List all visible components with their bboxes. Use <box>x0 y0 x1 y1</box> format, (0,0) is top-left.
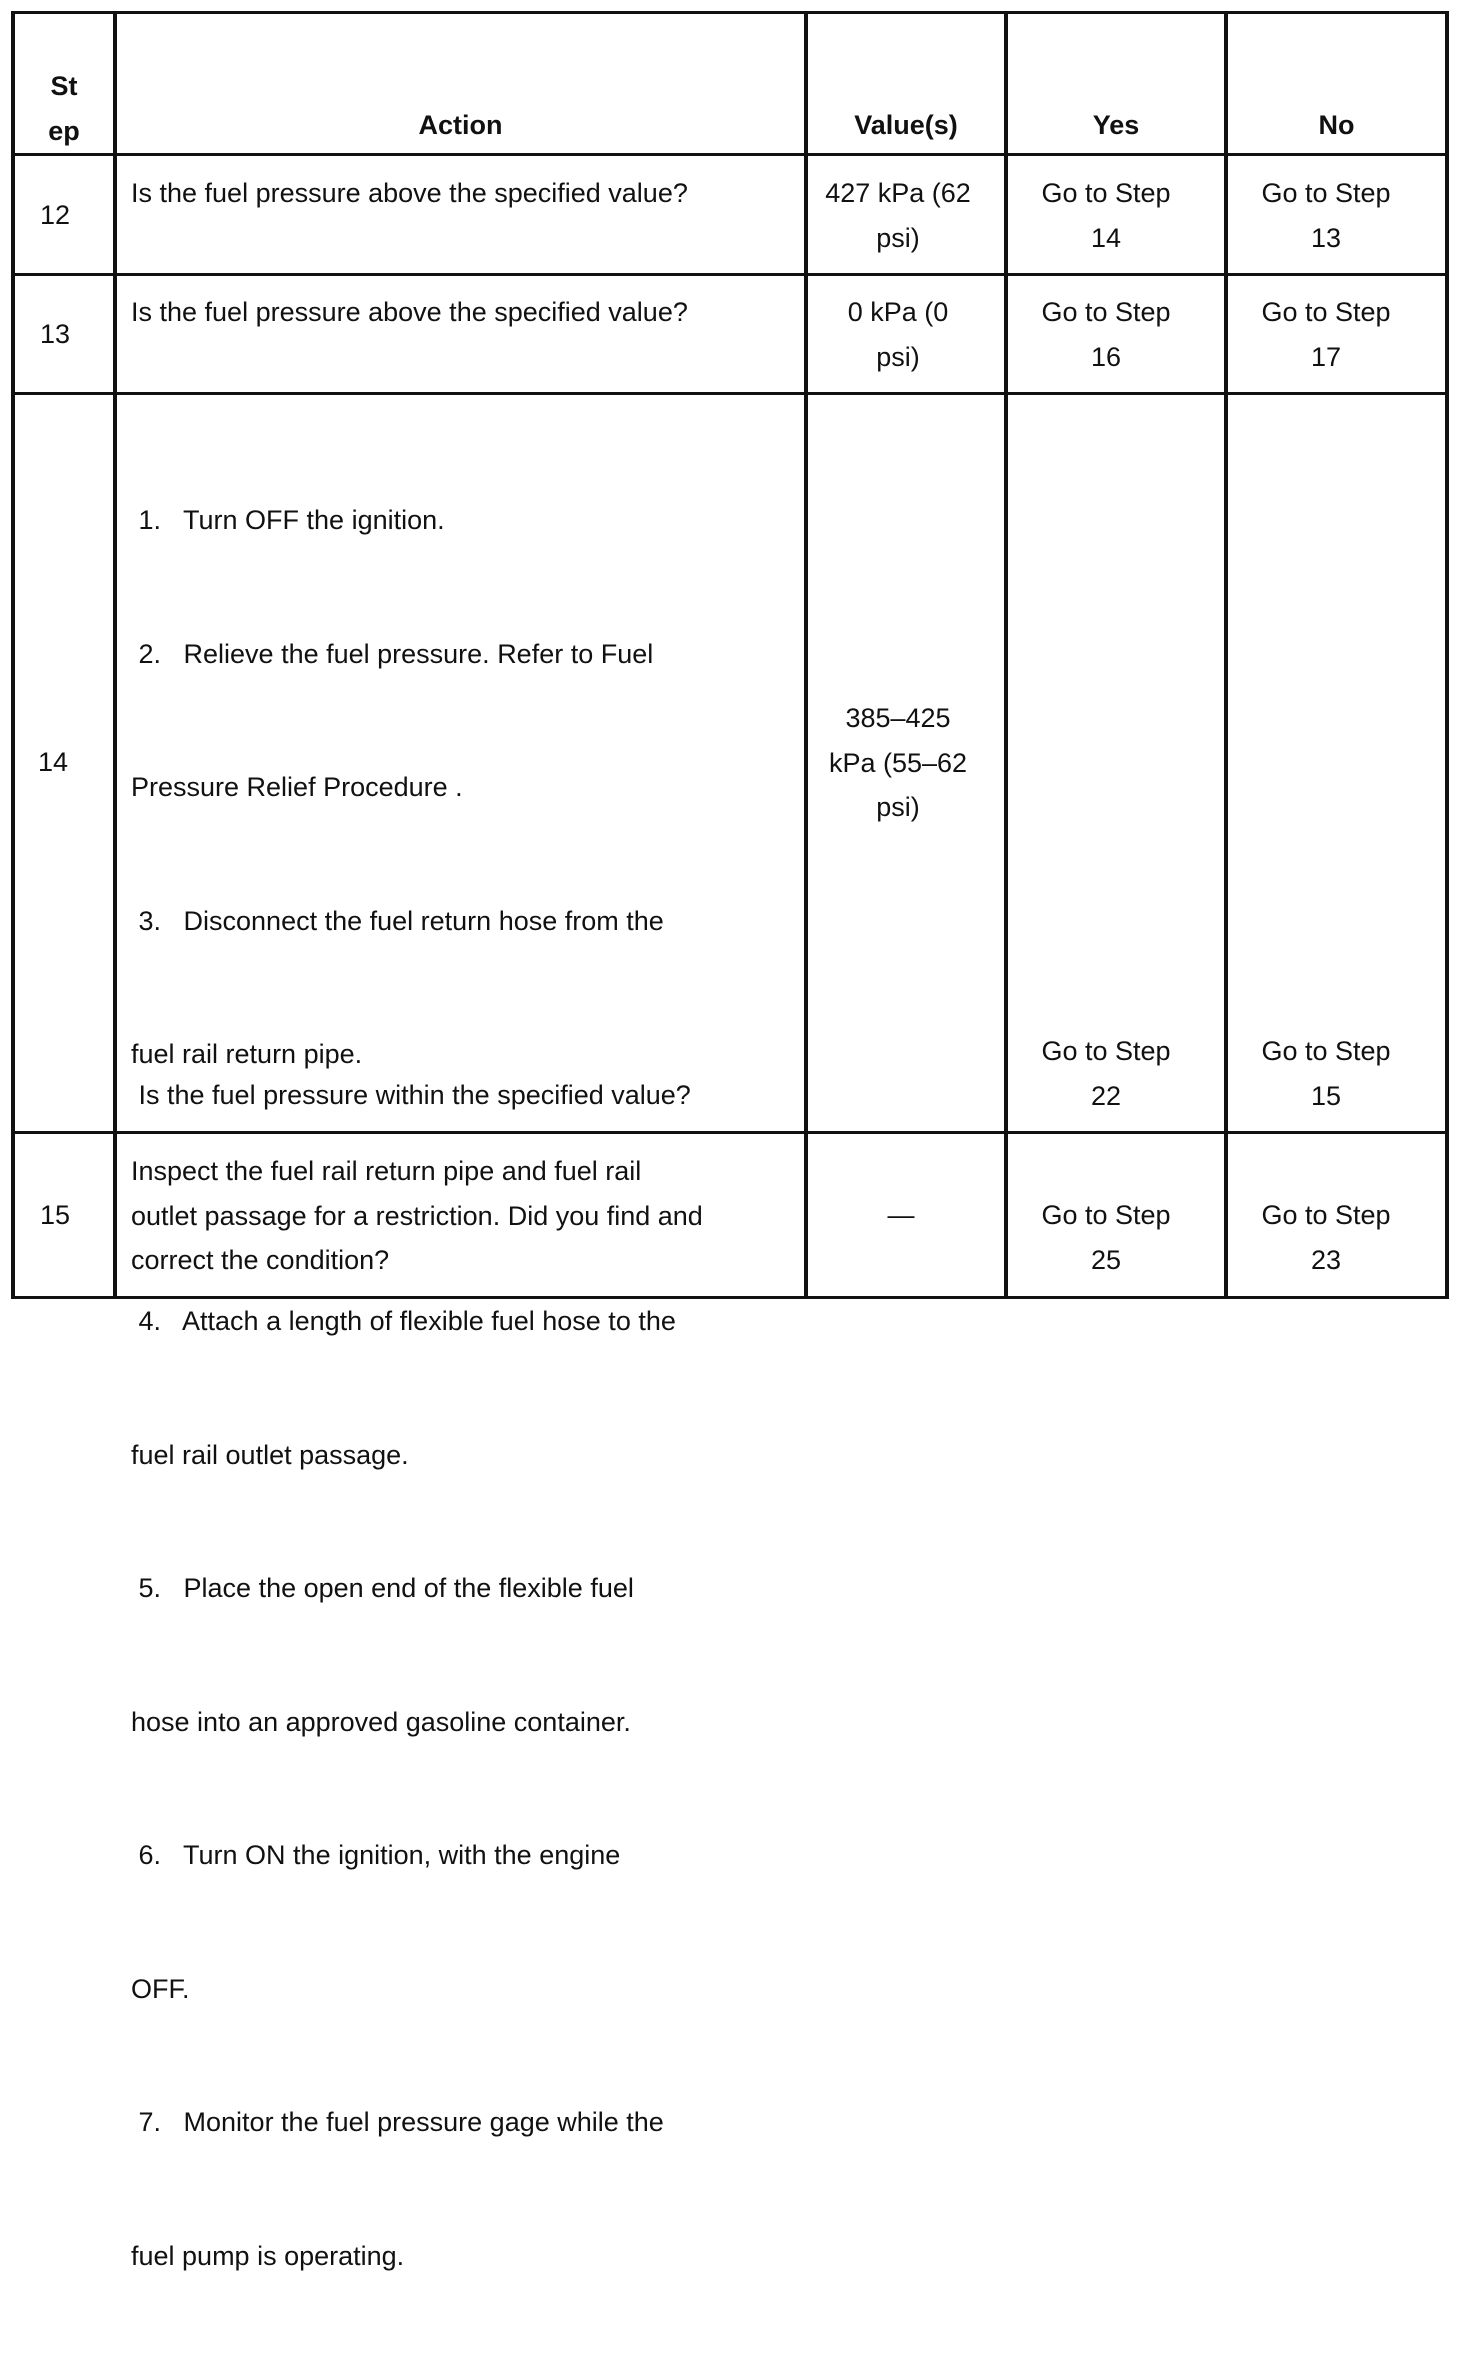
grid-line <box>11 153 1449 156</box>
yes-line: Go to Step <box>1041 178 1171 208</box>
value-cell: — <box>887 1200 915 1230</box>
value-cell <box>808 696 988 830</box>
no-line: 13 <box>1310 222 1342 253</box>
value-line: 385–425 <box>845 703 951 733</box>
action-text <box>131 1149 703 1283</box>
header-step-line: St <box>50 71 78 101</box>
header-values: Value(s) <box>854 110 958 140</box>
value-line: 0 kPa (0 <box>847 297 949 327</box>
action-line: Pressure Relief Procedure . <box>131 772 463 802</box>
no-cell <box>1228 1029 1424 1118</box>
grid-line <box>11 11 1449 14</box>
yes-line: Go to Step <box>1041 297 1171 327</box>
value-line: kPa (55–62 <box>828 747 968 778</box>
no-cell <box>1228 171 1424 260</box>
no-line: 23 <box>1310 1244 1342 1275</box>
action-line: hose into an approved gasoline container. <box>131 1706 631 1737</box>
header-step-line: ep <box>48 115 80 146</box>
no-line: Go to Step <box>1261 178 1391 208</box>
yes-cell <box>1008 171 1204 260</box>
header-yes: Yes <box>1092 110 1140 140</box>
action-line: outlet passage for a restriction. Did you find and <box>131 1200 703 1231</box>
action-question: Is the fuel pressure within the specified value? <box>131 1080 691 1110</box>
yes-cell <box>1008 290 1204 379</box>
action-line: 2. Relieve the fuel pressure. Refer to Fuel <box>131 638 654 669</box>
step-number: 12 <box>39 200 71 230</box>
no-line: Go to Step <box>1261 1200 1391 1230</box>
action-line: fuel rail return pipe. <box>131 1039 363 1069</box>
action-line: Inspect the fuel rail return pipe and fuel rail <box>131 1156 642 1186</box>
grid-line <box>11 273 1449 276</box>
yes-cell <box>1008 1193 1204 1282</box>
value-line: psi) <box>876 222 920 253</box>
header-action: Action <box>418 110 503 140</box>
action-steps <box>131 409 676 2367</box>
action-text: Is the fuel pressure above the specified value? <box>131 178 688 208</box>
no-line: 15 <box>1310 1080 1342 1111</box>
yes-line: 16 <box>1090 341 1122 372</box>
yes-line: Go to Step <box>1041 1036 1171 1066</box>
yes-line: 25 <box>1090 1244 1122 1275</box>
grid-line <box>1445 11 1449 1299</box>
action-line: 7. Monitor the fuel pressure gage while the <box>131 2107 664 2137</box>
value-line: psi) <box>876 792 920 822</box>
yes-line: 22 <box>1090 1080 1122 1111</box>
yes-cell <box>1008 1029 1204 1118</box>
action-line: 5. Place the open end of the flexible fuel <box>131 1573 634 1603</box>
step-number: 15 <box>39 1200 71 1230</box>
no-line: 17 <box>1310 341 1342 372</box>
yes-line: Go to Step <box>1041 1200 1171 1230</box>
action-line: 6. Turn ON the ignition, with the engine <box>131 1840 621 1870</box>
action-line: OFF. <box>131 1973 190 2004</box>
header-step <box>15 64 113 153</box>
action-line: 1. Turn OFF the ignition. <box>131 505 445 535</box>
header-no: No <box>1318 110 1355 140</box>
action-line: 3. Disconnect the fuel return hose from the <box>131 905 664 936</box>
action-line: fuel pump is operating. <box>131 2240 405 2271</box>
action-text: Is the fuel pressure above the specified value? <box>131 297 688 327</box>
grid-line <box>11 392 1449 395</box>
step-number: 14 <box>37 747 69 777</box>
value-line: psi) <box>876 341 920 372</box>
step-number: 13 <box>39 319 71 349</box>
action-line: correct the condition? <box>131 1245 390 1275</box>
value-cell <box>808 171 988 260</box>
yes-line: 14 <box>1090 222 1122 253</box>
no-line: Go to Step <box>1261 297 1391 327</box>
no-cell <box>1228 1193 1424 1282</box>
grid-line <box>113 11 117 1299</box>
action-line: 4. Attach a length of flexible fuel hose to the <box>131 1306 676 1336</box>
value-line: 427 kPa (62 <box>825 178 971 208</box>
no-cell <box>1228 290 1424 379</box>
action-line: fuel rail outlet passage. <box>131 1439 409 1470</box>
value-cell <box>808 290 988 379</box>
no-line: Go to Step <box>1261 1036 1391 1066</box>
